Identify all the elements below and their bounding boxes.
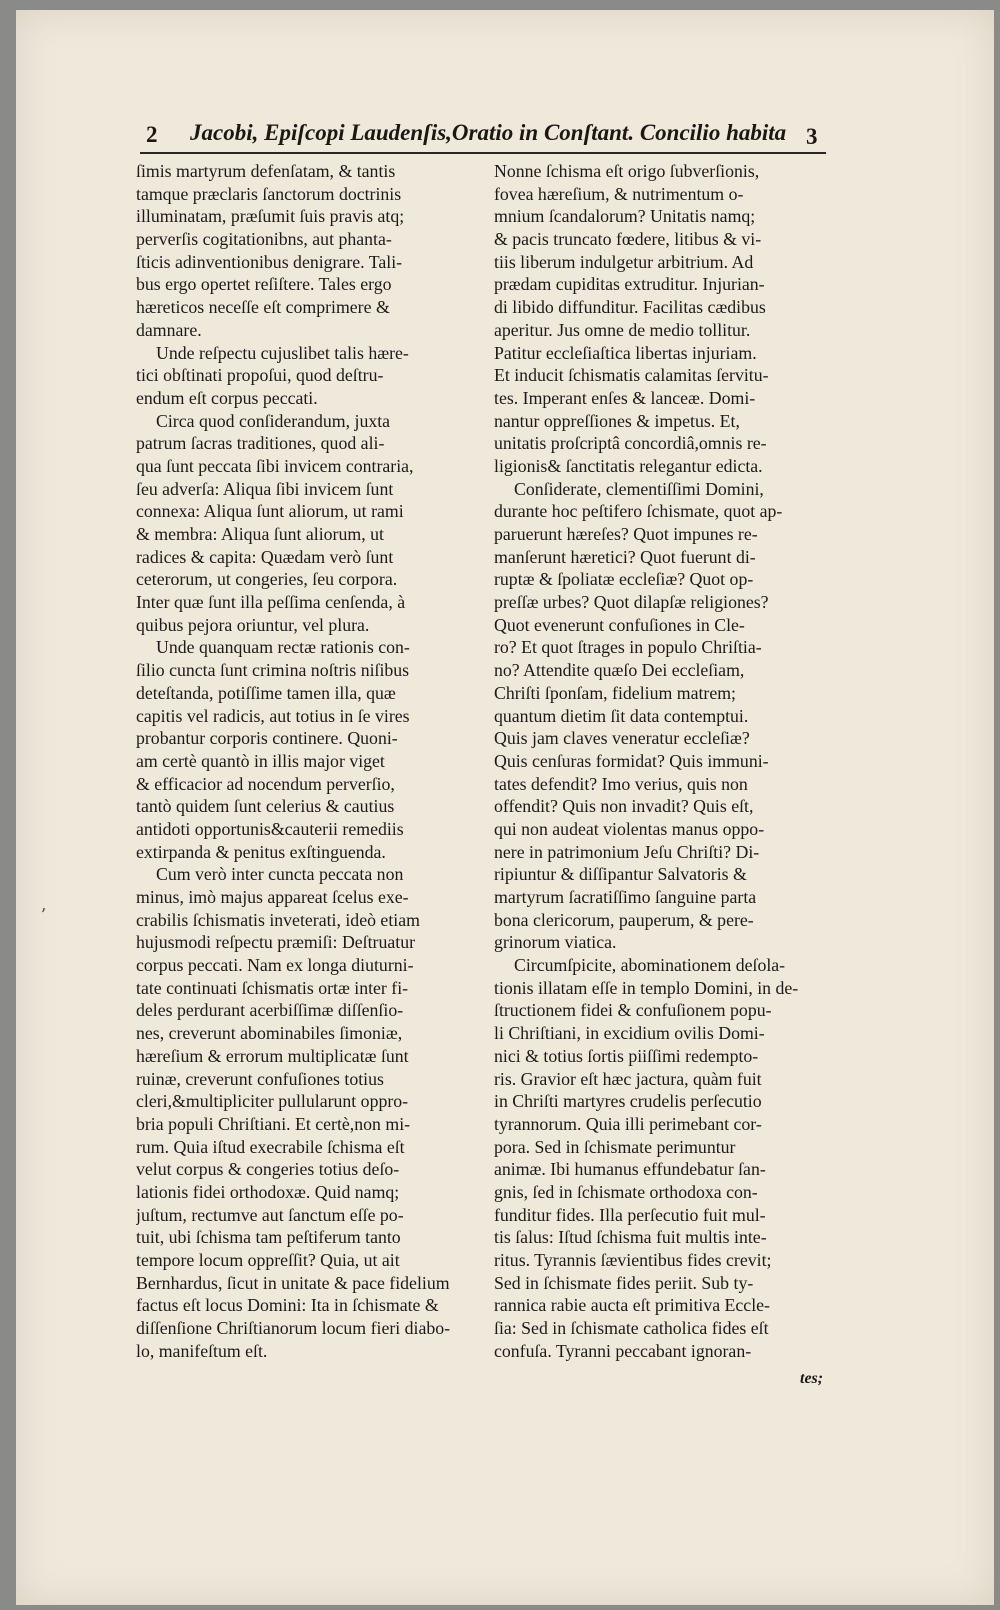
text-line: paruerunt hæreſes? Quot impunes re- bbox=[494, 524, 758, 544]
text-line: ligionis& ſanctitatis relegantur edicta. bbox=[494, 455, 763, 476]
text-line: ſimis martyrum defenſatam, & tantis bbox=[136, 161, 396, 181]
text-line: tes. Imperant enſes & lanceæ. Domi- bbox=[494, 387, 756, 408]
text-line: juſtum, rectumve aut ſanctum eſſe po- bbox=[136, 1204, 404, 1225]
text-line: tici obſtinati propoſui, quod deſtru- bbox=[136, 365, 384, 386]
text-line: manſerunt hæretici? Quot fuerunt di- bbox=[494, 546, 756, 567]
text-line: Cum verò inter cuncta peccata non bbox=[156, 864, 404, 885]
text-line: hæreticos neceſſe eſt comprimere & bbox=[136, 297, 390, 318]
text-line: in Chriſti martyres crudelis perſecutio bbox=[494, 1091, 762, 1112]
text-line: bona clericorum, pauperum, & pere- bbox=[494, 909, 754, 930]
text-line: Patitur eccleſiaſtica libertas injuriam. bbox=[494, 342, 757, 363]
text-line: ritus. Tyrannis ſævientibus fides crevit; bbox=[494, 1250, 772, 1270]
text-line: ſticis adinventionibus denigrare. Tali- bbox=[136, 251, 403, 272]
text-line: ceterorum, ut congeries, ſeu corpora. bbox=[136, 569, 398, 590]
right-text-column bbox=[494, 160, 830, 1362]
text-line: quantum dietim ſit data contemptui. bbox=[494, 705, 749, 726]
text-line: Et inducit ſchismatis calamitas ſervitu- bbox=[494, 365, 769, 386]
page-number-right: 3 bbox=[806, 124, 818, 149]
text-line: preſſæ urbes? Quot dilapſæ religiones? bbox=[494, 592, 769, 613]
text-line: Quis jam claves veneratur eccleſiæ? bbox=[494, 728, 750, 749]
text-line: unitatis proſcriptâ concordiâ,omnis re- bbox=[494, 433, 767, 454]
text-line: quibus pejora oriuntur, vel plura. bbox=[136, 614, 370, 635]
text-line: tionis illatam eſſe in templo Domini, in de- bbox=[494, 977, 799, 998]
text-line: tate continuati ſchismatis ortæ inter fi- bbox=[136, 977, 409, 998]
text-line: radices & capita: Quædam verò ſunt bbox=[136, 546, 394, 567]
text-line: ſilio cuncta ſunt crimina noſtris niſibus bbox=[136, 660, 410, 681]
text-line: li Chriſtiani, in excidium ovilis Domi- bbox=[494, 1023, 765, 1044]
text-line: di libido diffunditur. Facilitas cædibus bbox=[494, 297, 766, 318]
text-line: corpus peccati. Nam ex longa diuturni- bbox=[136, 955, 414, 976]
text-line: rum. Quia iſtud execrabile ſchisma eſt bbox=[136, 1136, 405, 1157]
text-line: ripiuntur & diſſipantur Salvatoris & bbox=[494, 864, 747, 885]
text-line: martyrum ſacratiſſimo ſanguine parta bbox=[494, 887, 757, 907]
text-line: gnis, ſed in ſchismate orthodoxa con- bbox=[494, 1181, 758, 1202]
text-line: ris. Gravior eſt hæc jactura, quàm fuit bbox=[494, 1068, 762, 1089]
left-text-column bbox=[136, 160, 476, 1362]
text-line: tyrannorum. Quia illi perimebant cor- bbox=[494, 1113, 762, 1134]
text-line: rannica rabie aucta eſt primitiva Eccle- bbox=[494, 1295, 770, 1316]
text-line: Conſiderate, clementiſſimi Domini, bbox=[514, 478, 764, 499]
text-line: ro? Et quot ſtrages in populo Chriſtia- bbox=[494, 637, 762, 658]
text-line: probantur corporis continere. Quoni- bbox=[136, 728, 398, 749]
header-rule bbox=[140, 152, 826, 154]
text-line: perverſis cogitationibns, aut phanta- bbox=[136, 229, 392, 250]
text-line: bus ergo opertet reſiſtere. Tales ergo bbox=[136, 274, 392, 295]
text-line: fovea hæreſium, & nutrimentum o- bbox=[494, 183, 744, 204]
text-line: tempore locum oppreſſit? Quia, ut ait bbox=[136, 1250, 400, 1270]
text-line: ruinæ, creverunt confuſiones totius bbox=[136, 1068, 384, 1089]
text-line: Unde reſpectu cujuslibet talis hære- bbox=[156, 342, 409, 363]
text-line: qua ſunt peccata ſibi invicem contraria, bbox=[136, 455, 414, 476]
text-line: lo, manifeſtum eſt. bbox=[136, 1340, 268, 1361]
text-line: nantur oppreſſiones & impetus. Et, bbox=[494, 410, 740, 431]
text-line: patrum ſacras traditiones, quod ali- bbox=[136, 433, 385, 454]
text-line: bria populi Chriſtiani. Et certè,non mi- bbox=[136, 1113, 411, 1134]
text-line: Circumſpicite, abominationem deſola- bbox=[514, 955, 786, 976]
text-line: lationis fidei orthodoxæ. Quid namq; bbox=[136, 1181, 400, 1202]
text-line: tuit, ubi ſchisma tam peſtiferum tanto bbox=[136, 1227, 401, 1248]
text-line: minus, imò majus appareat ſcelus exe- bbox=[136, 887, 409, 907]
text-line: & efficacior ad nocendum perverſio, bbox=[136, 773, 395, 794]
text-line: Nonne ſchisma eſt origo ſubverſionis, bbox=[494, 161, 760, 181]
text-line: crabilis ſchismatis inveterati, ideò etiam bbox=[136, 909, 420, 930]
text-line: ſia: Sed in ſchismate catholica fides eſt bbox=[494, 1318, 769, 1339]
text-line: antidoti opportunis&cauterii remediis bbox=[136, 818, 404, 839]
running-header bbox=[130, 112, 830, 152]
text-line: extirpanda & penitus exſtinguenda. bbox=[136, 841, 386, 862]
text-line: damnare. bbox=[136, 319, 202, 340]
text-line: no? Attendite quæſo Dei eccleſiam, bbox=[494, 660, 745, 681]
text-line: hæreſium & errorum multiplicatæ ſunt bbox=[136, 1045, 409, 1066]
text-line: connexa: Aliqua ſunt aliorum, ut rami bbox=[136, 501, 404, 522]
text-line: hujusmodi reſpectu præmiſi: Deſtruatur bbox=[136, 932, 416, 953]
text-line: tamque præclaris ſanctorum doctrinis bbox=[136, 183, 402, 204]
text-line: Circa quod conſiderandum, juxta bbox=[156, 410, 391, 431]
text-line: Chriſti ſponſam, fidelium matrem; bbox=[494, 682, 736, 703]
running-title: Jacobi, Epiſcopi Laudenſis,Oratio in Conſtant. Concilio habita bbox=[190, 120, 787, 145]
text-line: nici & totius ſortis piiſſimi redempto- bbox=[494, 1045, 759, 1066]
text-line: Inter quæ ſunt illa peſſima cenſenda, à bbox=[136, 592, 406, 613]
text-line: nes, creverunt abominabiles ſimoniæ, bbox=[136, 1023, 403, 1044]
text-line: Sed in ſchismate fides periit. Sub ty- bbox=[494, 1272, 754, 1293]
text-line: & membra: Aliqua ſunt aliorum, ut bbox=[136, 524, 384, 544]
text-line: Quis cenſuras formidat? Quis immuni- bbox=[494, 750, 769, 771]
text-line: capitis vel radicis, aut totius in ſe vires bbox=[136, 705, 410, 726]
text-line: deteſtanda, potiſſime tamen illa, quæ bbox=[136, 682, 396, 703]
text-line: tiis liberum indulgetur arbitrium. Ad bbox=[494, 251, 754, 272]
text-line: nere in patrimonium Jeſu Chriſti? Di- bbox=[494, 841, 760, 862]
text-line: velut corpus & congeries totius deſo- bbox=[136, 1159, 400, 1180]
text-line: grinorum viatica. bbox=[494, 932, 617, 953]
text-line: prædam cupiditas extruditur. Injurian- bbox=[494, 274, 765, 295]
text-line: mnium ſcandalorum? Unitatis namq; bbox=[494, 206, 756, 227]
text-line: Quot evenerunt confuſiones in Cle- bbox=[494, 614, 745, 635]
text-line: confuſa. Tyranni peccabant ignoran- bbox=[494, 1340, 752, 1361]
text-line: funditur fides. Illa perſecutio fuit mul- bbox=[494, 1204, 766, 1225]
text-line: offendit? Quis non invadit? Quis eſt, bbox=[494, 796, 754, 817]
text-line: tates defendit? Imo verius, quis non bbox=[494, 773, 748, 794]
text-line: aperitur. Jus omne de medio tollitur. bbox=[494, 319, 751, 340]
text-line: ruptæ & ſpoliatæ eccleſiæ? Quot op- bbox=[494, 569, 754, 590]
text-line: diſſenſione Chriſtianorum locum fieri diabo- bbox=[136, 1318, 451, 1339]
text-line: durante hoc peſtifero ſchismate, quot ap- bbox=[494, 501, 783, 522]
text-line: ſeu adverſa: Aliqua ſibi invicem ſunt bbox=[136, 478, 394, 499]
text-line: illuminatam, præſumit ſuis pravis atq; bbox=[136, 206, 405, 227]
text-line: endum eſt corpus peccati. bbox=[136, 387, 318, 408]
text-line: deles perdurant acerbiſſimæ diſſenſio- bbox=[136, 1000, 404, 1021]
page-number-left: 2 bbox=[146, 122, 158, 147]
text-line: & pacis truncato fœdere, litibus & vi- bbox=[494, 229, 762, 250]
catchword: tes; bbox=[800, 1370, 824, 1387]
text-line: pora. Sed in ſchismate perimuntur bbox=[494, 1136, 736, 1157]
text-line: am certè quantò in illis major viget bbox=[136, 750, 385, 771]
text-line: qui non audeat violentas manus oppo- bbox=[494, 818, 765, 839]
text-line: tantò quidem ſunt celerius & cautius bbox=[136, 796, 395, 817]
margin-mark: ʼ bbox=[40, 905, 46, 926]
text-line: cleri,&multipliciter pullularunt oppro- bbox=[136, 1091, 409, 1112]
text-line: ſtructionem fidei & confuſionem popu- bbox=[494, 1000, 772, 1021]
text-line: animæ. Ibi humanus effundebatur ſan- bbox=[494, 1159, 766, 1180]
text-line: Unde quanquam rectæ rationis con- bbox=[156, 637, 410, 658]
text-line: tis ſalus: Iſtud ſchisma fuit multis inte- bbox=[494, 1227, 767, 1248]
text-line: factus eſt locus Domini: Ita in ſchismate & bbox=[136, 1295, 439, 1316]
text-line: Bernhardus, ſicut in unitate & pace fidelium bbox=[136, 1272, 450, 1293]
